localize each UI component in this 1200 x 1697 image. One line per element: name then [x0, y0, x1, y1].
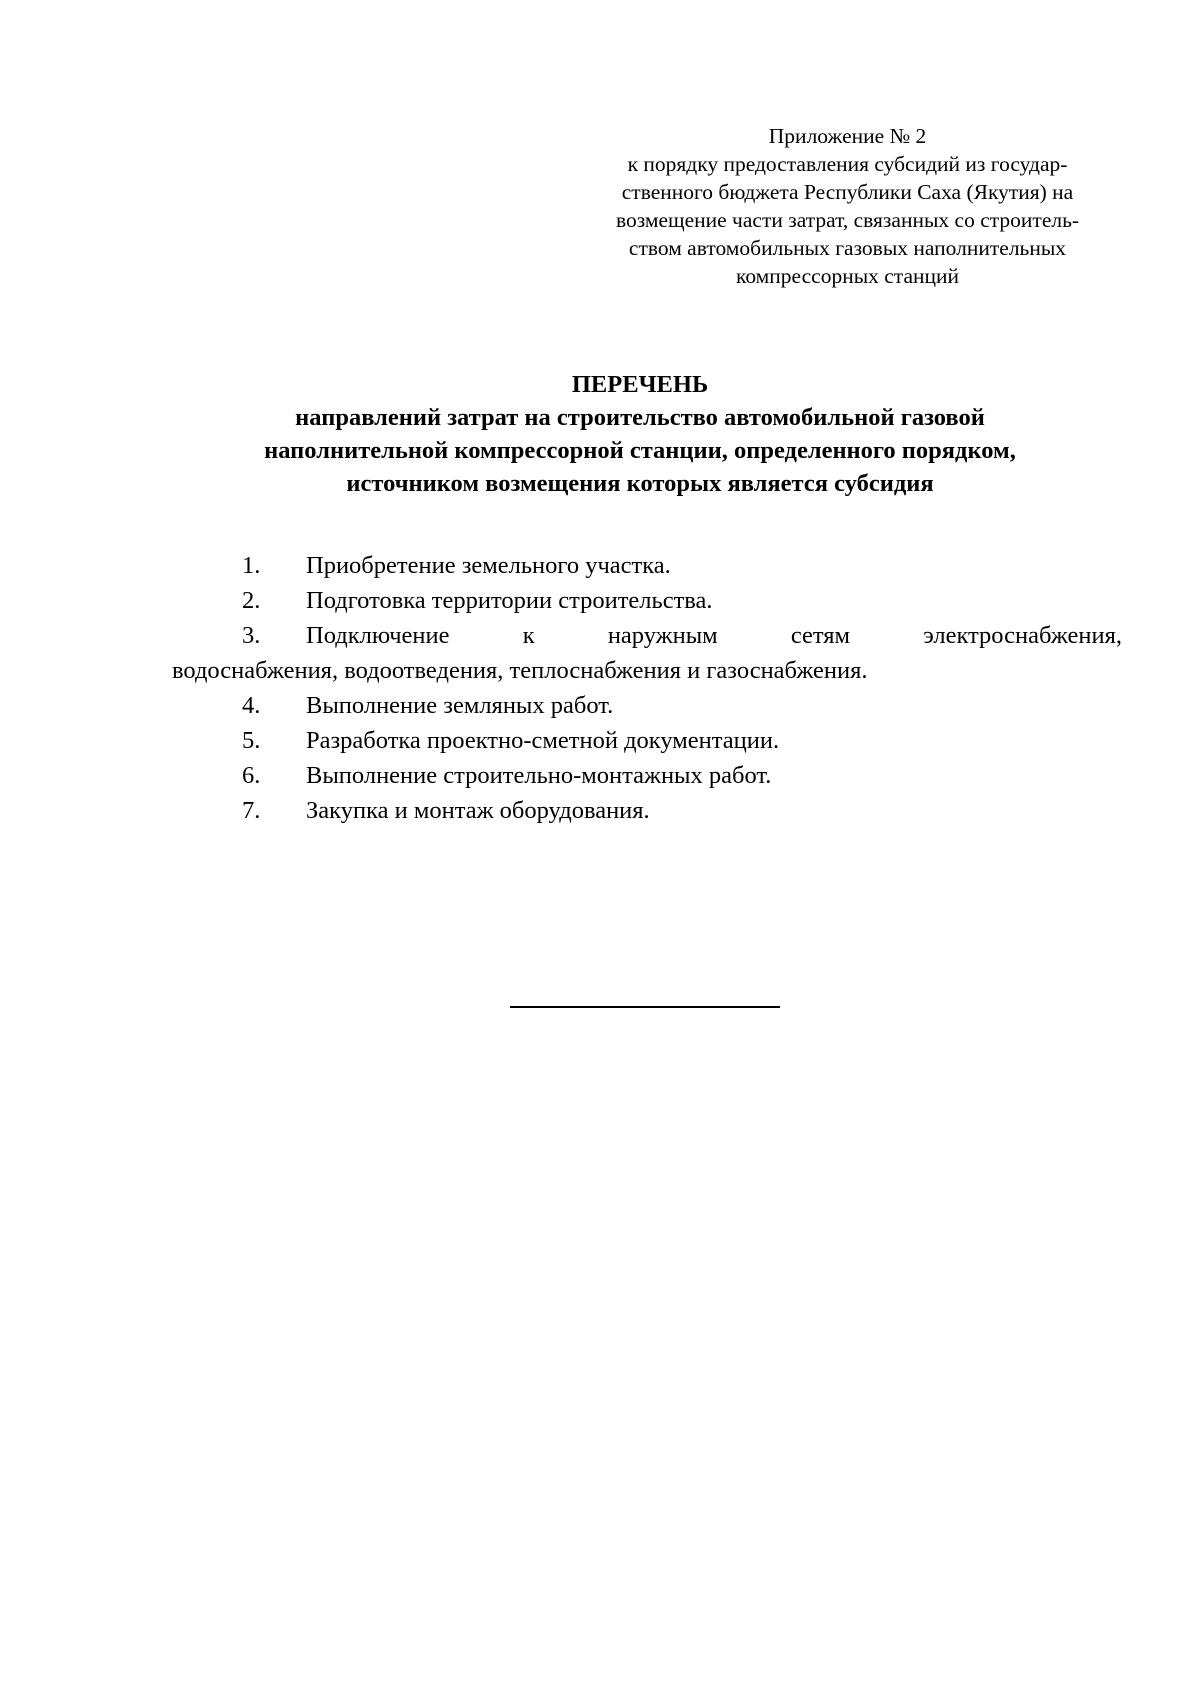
item-word: наружным	[607, 622, 718, 649]
list-item-continuation: водоснабжения, водоотведения, теплоснабжения и газоснабжения.	[172, 657, 868, 684]
item-text: Выполнение строительно-монтажных работ.	[306, 762, 772, 789]
item-number: 3.	[242, 622, 261, 649]
appendix-line: ством автомобильных газовых наполнительных	[628, 236, 1067, 260]
expense-directions-list	[172, 548, 1122, 828]
list-item	[172, 793, 1122, 828]
appendix-header	[585, 122, 1110, 290]
appendix-line: к порядку предоставления субсидий из государ-	[627, 152, 1068, 176]
title-line: направлений затрат на строительство автомобильной газовой	[295, 404, 985, 431]
item-text: Разработка проектно-сметной документации.	[306, 727, 780, 754]
item-word: сетям	[790, 622, 851, 649]
item-number: 2.	[242, 587, 261, 614]
item-word: электроснабжения,	[923, 622, 1122, 649]
list-item	[172, 723, 1122, 758]
closing-divider	[510, 1006, 780, 1008]
item-number: 6.	[242, 762, 261, 789]
item-word: к	[522, 622, 535, 649]
title-line: источником возмещения которых является субсидия	[346, 470, 934, 497]
list-item	[172, 688, 1122, 723]
document-title	[160, 368, 1120, 500]
list-item	[172, 548, 1122, 583]
item-number: 4.	[242, 692, 261, 719]
item-number: 1.	[242, 552, 261, 579]
list-item	[172, 583, 1122, 618]
item-word: Подключение	[306, 622, 450, 649]
item-text: Закупка и монтаж оборудования.	[306, 797, 650, 824]
item-text: Приобретение земельного участка.	[306, 552, 671, 579]
appendix-line: Приложение № 2	[768, 124, 927, 148]
item-text: Выполнение земляных работ.	[306, 692, 614, 719]
item-text: Подготовка территории строительства.	[306, 587, 713, 614]
title-heading: ПЕРЕЧЕНЬ	[571, 371, 709, 398]
list-item	[172, 758, 1122, 793]
appendix-line: ственного бюджета Республики Саха (Якутия) на	[621, 180, 1074, 204]
appendix-line: компрессорных станций	[735, 264, 960, 288]
appendix-line: возмещение части затрат, связанных со строитель-	[615, 208, 1080, 232]
item-text	[306, 618, 1122, 653]
item-number: 7.	[242, 797, 261, 824]
title-line: наполнительной компрессорной станции, определенного порядком,	[264, 437, 1016, 464]
item-number: 5.	[242, 727, 261, 754]
list-item	[172, 618, 1122, 653]
